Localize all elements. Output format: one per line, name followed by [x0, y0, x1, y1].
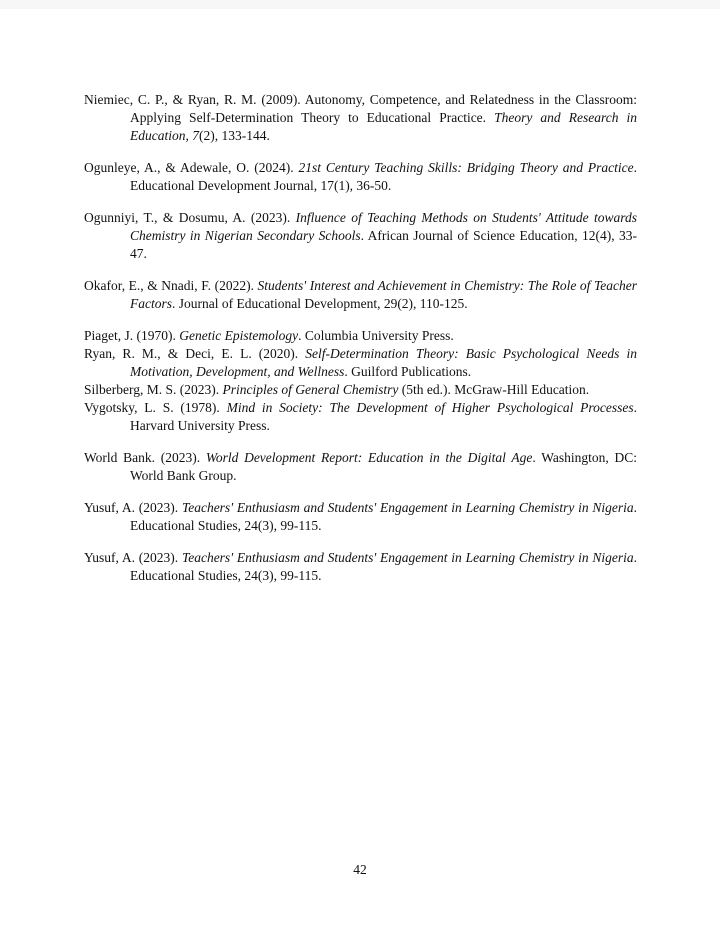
reference-text-segment: Yusuf, A. (2023). — [84, 550, 182, 565]
reference-text-segment: Ogunleye, A., & Adewale, O. (2024). — [84, 160, 299, 175]
reference-italic-segment: Mind in Society: The Development of Higher Psychological Processes — [226, 400, 634, 415]
reference-italic-segment: Theory and Research in Education, 7 — [130, 110, 637, 143]
reference-text-segment: Yusuf, A. (2023). — [84, 500, 182, 515]
reference-text-segment: . Columbia University Press. — [298, 328, 454, 343]
reference-entry — [84, 327, 637, 345]
reference-text-segment: . Washington, DC: World Bank Group. — [130, 450, 637, 483]
reference-text-segment: . Journal of Educational Development, 29(2), 110-125. — [172, 296, 468, 311]
reference-text-segment: Niemiec, C. P., & Ryan, R. M. (2009). Autonomy, Competence, and Relatedness in the Classroom: Applying Self-Determination Theory to Educational Practice. — [84, 92, 637, 125]
reference-italic-segment: Influence of Teaching Methods on Students' Attitude towards Chemistry in Nigerian Secondary Schools — [130, 210, 637, 243]
reference-text-segment: . Educational Development Journal, 17(1), 36-50. — [130, 160, 638, 193]
reference-text-segment: (5th ed.). McGraw-Hill Education. — [398, 382, 590, 397]
references-list — [84, 91, 637, 585]
reference-entry — [84, 91, 637, 145]
reference-entry — [84, 399, 637, 435]
reference-text-segment: Piaget, J. (1970). — [84, 328, 180, 343]
reference-entry — [84, 499, 637, 535]
reference-italic-segment: Students' Interest and Achievement in Chemistry: The Role of Teacher Factors — [130, 278, 637, 311]
reference-text-segment: Ryan, R. M., & Deci, E. L. (2020). — [84, 346, 306, 361]
reference-entry — [84, 345, 637, 381]
reference-text-segment: (2), 133-144. — [199, 128, 270, 143]
reference-italic-segment: Genetic Epistemology — [179, 328, 299, 343]
reference-text-segment: Okafor, E., & Nnadi, F. (2022). — [84, 278, 258, 293]
reference-italic-segment: Teachers' Enthusiasm and Students' Engagement in Learning Chemistry in Nigeria — [181, 550, 634, 565]
reference-italic-segment: World Development Report: Education in the Digital Age — [205, 450, 533, 465]
reference-italic-segment: 21st Century Teaching Skills: Bridging Theory and Practice — [298, 160, 634, 175]
reference-italic-segment: Teachers' Enthusiasm and Students' Engagement in Learning Chemistry in Nigeria — [181, 500, 634, 515]
reference-italic-segment: Self-Determination Theory: Basic Psychological Needs in Motivation, Development, and Wellness — [130, 346, 637, 379]
reference-text-segment: . Educational Studies, 24(3), 99-115. — [130, 550, 637, 583]
page-top-edge — [0, 0, 720, 9]
reference-entry — [84, 159, 637, 195]
reference-italic-segment: Principles of General Chemistry — [222, 382, 399, 397]
reference-text-segment: . Educational Studies, 24(3), 99-115. — [130, 500, 637, 533]
reference-text-segment: Vygotsky, L. S. (1978). — [84, 400, 227, 415]
reference-text-segment: Ogunniyi, T., & Dosumu, A. (2023). — [84, 210, 296, 225]
reference-text-segment: Silberberg, M. S. (2023). — [84, 382, 223, 397]
reference-text-segment: . Guilford Publications. — [344, 364, 472, 379]
reference-entry — [84, 209, 637, 263]
reference-entry — [84, 449, 637, 485]
reference-entry — [84, 549, 637, 585]
reference-text-segment: . Harvard University Press. — [130, 400, 637, 433]
reference-entry — [84, 381, 637, 399]
reference-entry — [84, 277, 637, 313]
page-number: 42 — [353, 862, 367, 877]
reference-text-segment: World Bank. (2023). — [84, 450, 206, 465]
reference-text-segment: . African Journal of Science Education, 12(4), 33-47. — [130, 228, 637, 261]
